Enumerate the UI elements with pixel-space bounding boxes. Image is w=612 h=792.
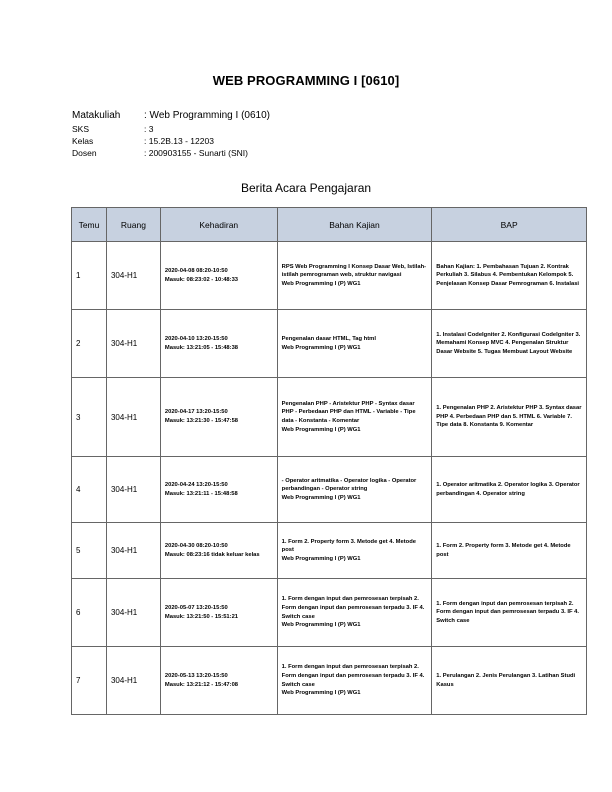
cell-bahan-kajian: 1. Form dengan input dan pemrosesan terpisah 2. Form dengan input dan pemrosesan terpadu 3. IF 4. Switch case Web Programming I (P) WG1	[277, 647, 432, 715]
section-title: Berita Acara Pengajaran	[240, 181, 372, 195]
cell-bahan-kajian: - Operator aritmatika - Operator logika - Operator perbandingan - Operator string Web Programming I (P) WG1	[277, 457, 432, 523]
cell-bap: 1. Form dengan input dan pemrosesan terpisah 2. Form dengan input dan pemrosesan terpadu 3. IF 4. Switch case	[432, 579, 587, 647]
cell-bahan-kajian: Pengenalan PHP - Aristektur PHP - Syntax dasar PHP - Perbedaan PHP dan HTML - Variable - Tipe data - Konstanta - Komentar Web Programming I (P) WG1	[277, 378, 432, 457]
cell-ruang: 304-H1	[106, 523, 160, 579]
course-info	[72, 108, 270, 159]
meta-label: Kelas	[72, 136, 94, 146]
cell-ruang: 304-H1	[106, 457, 160, 523]
table-body	[72, 242, 587, 715]
cell-temu: 5	[72, 523, 107, 579]
bap-table	[71, 207, 587, 715]
cell-temu: 6	[72, 579, 107, 647]
cell-kehadiran: 2020-04-10 13:20-15:50 Masuk: 13:21:05 - 15:48:38	[160, 310, 277, 378]
header-ruang: Ruang	[106, 208, 160, 242]
header-bap: BAP	[432, 208, 587, 242]
table-row	[72, 647, 587, 715]
cell-temu: 3	[72, 378, 107, 457]
cell-ruang: 304-H1	[106, 242, 160, 310]
table-header-row	[72, 208, 587, 242]
table-row	[72, 310, 587, 378]
document-title: WEB PROGRAMMING I [0610]	[212, 73, 400, 88]
meta-row-matakuliah	[72, 108, 270, 123]
cell-bahan-kajian: Pengenalan dasar HTML, Tag html Web Programming I (P) WG1	[277, 310, 432, 378]
meta-label: Matakuliah	[72, 110, 121, 121]
cell-ruang: 304-H1	[106, 378, 160, 457]
cell-ruang: 304-H1	[106, 579, 160, 647]
header-temu: Temu	[72, 208, 107, 242]
cell-bap: Bahan Kajian: 1. Pembahasan Tujuan 2. Kontrak Perkuliah 3. Silabus 4. Pembentukan Kelompok 5. Penjelasan Konsep Dasar Pemrograman 6. Instalasi	[432, 242, 587, 310]
cell-bahan-kajian: 1. Form 2. Property form 3. Metode get 4. Metode post Web Programming I (P) WG1	[277, 523, 432, 579]
cell-bap: 1. Operator aritmatika 2. Operator logika 3. Operator perbandingan 4. Operator string	[432, 457, 587, 523]
cell-temu: 1	[72, 242, 107, 310]
meta-value: : 3	[144, 124, 154, 134]
table-row	[72, 457, 587, 523]
meta-value: : 200903155 - Sunarti (SNI)	[144, 148, 248, 158]
meta-label: Dosen	[72, 148, 97, 158]
meta-row-dosen	[72, 147, 270, 159]
cell-bap: 1. Instalasi CodeIgniter 2. Konfigurasi CodeIgniter 3. Memahami Konsep MVC 4. Pengenalan Struktur Dasar Website 5. Tugas Membuat Layout Website	[432, 310, 587, 378]
cell-kehadiran: 2020-04-30 08:20-10:50 Masuk: 08:23:16 tidak keluar kelas	[160, 523, 277, 579]
cell-bap: 1. Perulangan 2. Jenis Perulangan 3. Latihan Studi Kasus	[432, 647, 587, 715]
cell-kehadiran: 2020-04-17 13:20-15:50 Masuk: 13:21:30 - 15:47:58	[160, 378, 277, 457]
meta-value: : Web Programming I (0610)	[144, 110, 270, 121]
cell-ruang: 304-H1	[106, 647, 160, 715]
table-row	[72, 242, 587, 310]
header-kehadiran: Kehadiran	[160, 208, 277, 242]
cell-kehadiran: 2020-04-24 13:20-15:50 Masuk: 13:21:11 - 15:48:58	[160, 457, 277, 523]
cell-bahan-kajian: RPS Web Programming I Konsep Dasar Web, Istilah-istilah pemrograman web, struktur navigasi Web Programming I (P) WG1	[277, 242, 432, 310]
cell-kehadiran: 2020-04-08 08:20-10:50 Masuk: 08:23:02 - 10:48:33	[160, 242, 277, 310]
table-row	[72, 579, 587, 647]
cell-temu: 2	[72, 310, 107, 378]
cell-kehadiran: 2020-05-13 13:20-15:50 Masuk: 13:21:12 - 15:47:08	[160, 647, 277, 715]
table-row	[72, 378, 587, 457]
header-bahan-kajian: Bahan Kajian	[277, 208, 432, 242]
cell-kehadiran: 2020-05-07 13:20-15:50 Masuk: 13:21:50 - 15:51:21	[160, 579, 277, 647]
cell-bap: 1. Form 2. Property form 3. Metode get 4. Metode post	[432, 523, 587, 579]
meta-row-kelas	[72, 135, 270, 147]
cell-bahan-kajian: 1. Form dengan input dan pemrosesan terpisah 2. Form dengan input dan pemrosesan terpadu 3. IF 4. Switch case Web Programming I (P) WG1	[277, 579, 432, 647]
meta-value: : 15.2B.13 - 12203	[144, 136, 214, 146]
meta-row-sks	[72, 123, 270, 135]
table-row	[72, 523, 587, 579]
cell-temu: 7	[72, 647, 107, 715]
cell-ruang: 304-H1	[106, 310, 160, 378]
meta-label: SKS	[72, 124, 90, 134]
cell-bap: 1. Pengenalan PHP 2. Aristektur PHP 3. Syntax dasar PHP 4. Perbedaan PHP dan 5. HTML 6. Variable 7. Tipe data 8. Konstanta 9. Komentar	[432, 378, 587, 457]
cell-temu: 4	[72, 457, 107, 523]
